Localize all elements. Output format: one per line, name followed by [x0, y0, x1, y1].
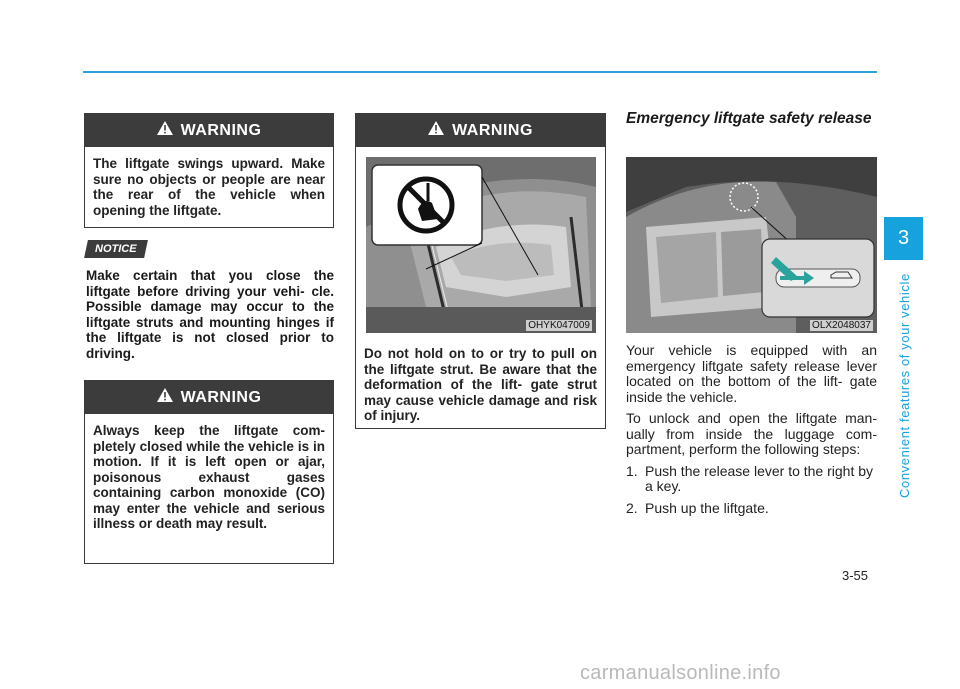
notice-label: NOTICE — [95, 243, 137, 255]
warning-header — [85, 381, 333, 414]
warning-box-liftgate-swing — [84, 113, 334, 228]
step-number: 2. — [626, 499, 638, 516]
step-text: Push the release lever to the right by a key. — [645, 462, 874, 494]
warning-header — [356, 114, 605, 147]
figure-code: OLX2048037 — [812, 320, 871, 331]
figure-code: OHYK047009 — [528, 320, 590, 331]
chapter-tab: 3 — [884, 217, 923, 260]
warning-triangle-icon — [428, 121, 444, 140]
body-text — [626, 343, 877, 522]
chapter-title: Convenient features of your vehicle — [897, 273, 912, 498]
notice-badge — [84, 240, 148, 258]
section-heading: Emergency liftgate safety release — [626, 110, 872, 127]
warning-header-label: WARNING — [180, 388, 262, 406]
step-text: Push up the liftgate. — [645, 499, 769, 516]
step-2 — [626, 501, 877, 517]
warning-triangle-icon — [157, 121, 173, 140]
chapter-side-title — [893, 266, 917, 498]
paragraph-2: To unlock and open the liftgate man- ually from inside the luggage com- partment, perform the following steps: — [626, 410, 877, 457]
warning-header-label: WARNING — [452, 121, 533, 139]
warning-text: Do not hold on to or try to pull on the liftgate strut. Be aware that the deformation of the lift- gate strut may cause vehicle damage and risk of injury. — [364, 346, 597, 423]
warning-header — [85, 114, 333, 147]
warning-triangle-icon — [157, 388, 173, 407]
warning-header-label: WARNING — [180, 121, 262, 139]
watermark: carmanualsonline.info — [580, 662, 781, 684]
top-rule — [83, 71, 877, 73]
step-number: 1. — [626, 462, 638, 479]
page-number: 3-55 — [842, 568, 869, 583]
notice-text: Make certain that you close the liftgate before driving your vehi- cle. Possible damage may occur to the liftgate struts and mounting hinges if the liftgate is not closed prior to driving. — [86, 268, 334, 361]
warning-text: Always keep the liftgate com- pletely closed while the vehicle is in motion. If it is left open or ajar, poisonous exhaust gases containing carbon monoxide (CO) may enter the vehicle and serious illness or death may result. — [93, 423, 325, 531]
paragraph-1: Your vehicle is equipped with an emergency liftgate safety release lever located on the bottom of the lift- gate inside the vehicle. — [626, 342, 877, 405]
warning-box-liftgate-strut — [355, 113, 606, 429]
warning-text: The liftgate swings upward. Make sure no objects or people are near the rear of the vehicle when opening the liftgate. — [93, 156, 325, 218]
liftgate-release-illustration — [626, 157, 877, 333]
step-1 — [626, 464, 877, 495]
warning-box-keep-closed — [84, 380, 334, 564]
strut-illustration — [366, 157, 596, 333]
